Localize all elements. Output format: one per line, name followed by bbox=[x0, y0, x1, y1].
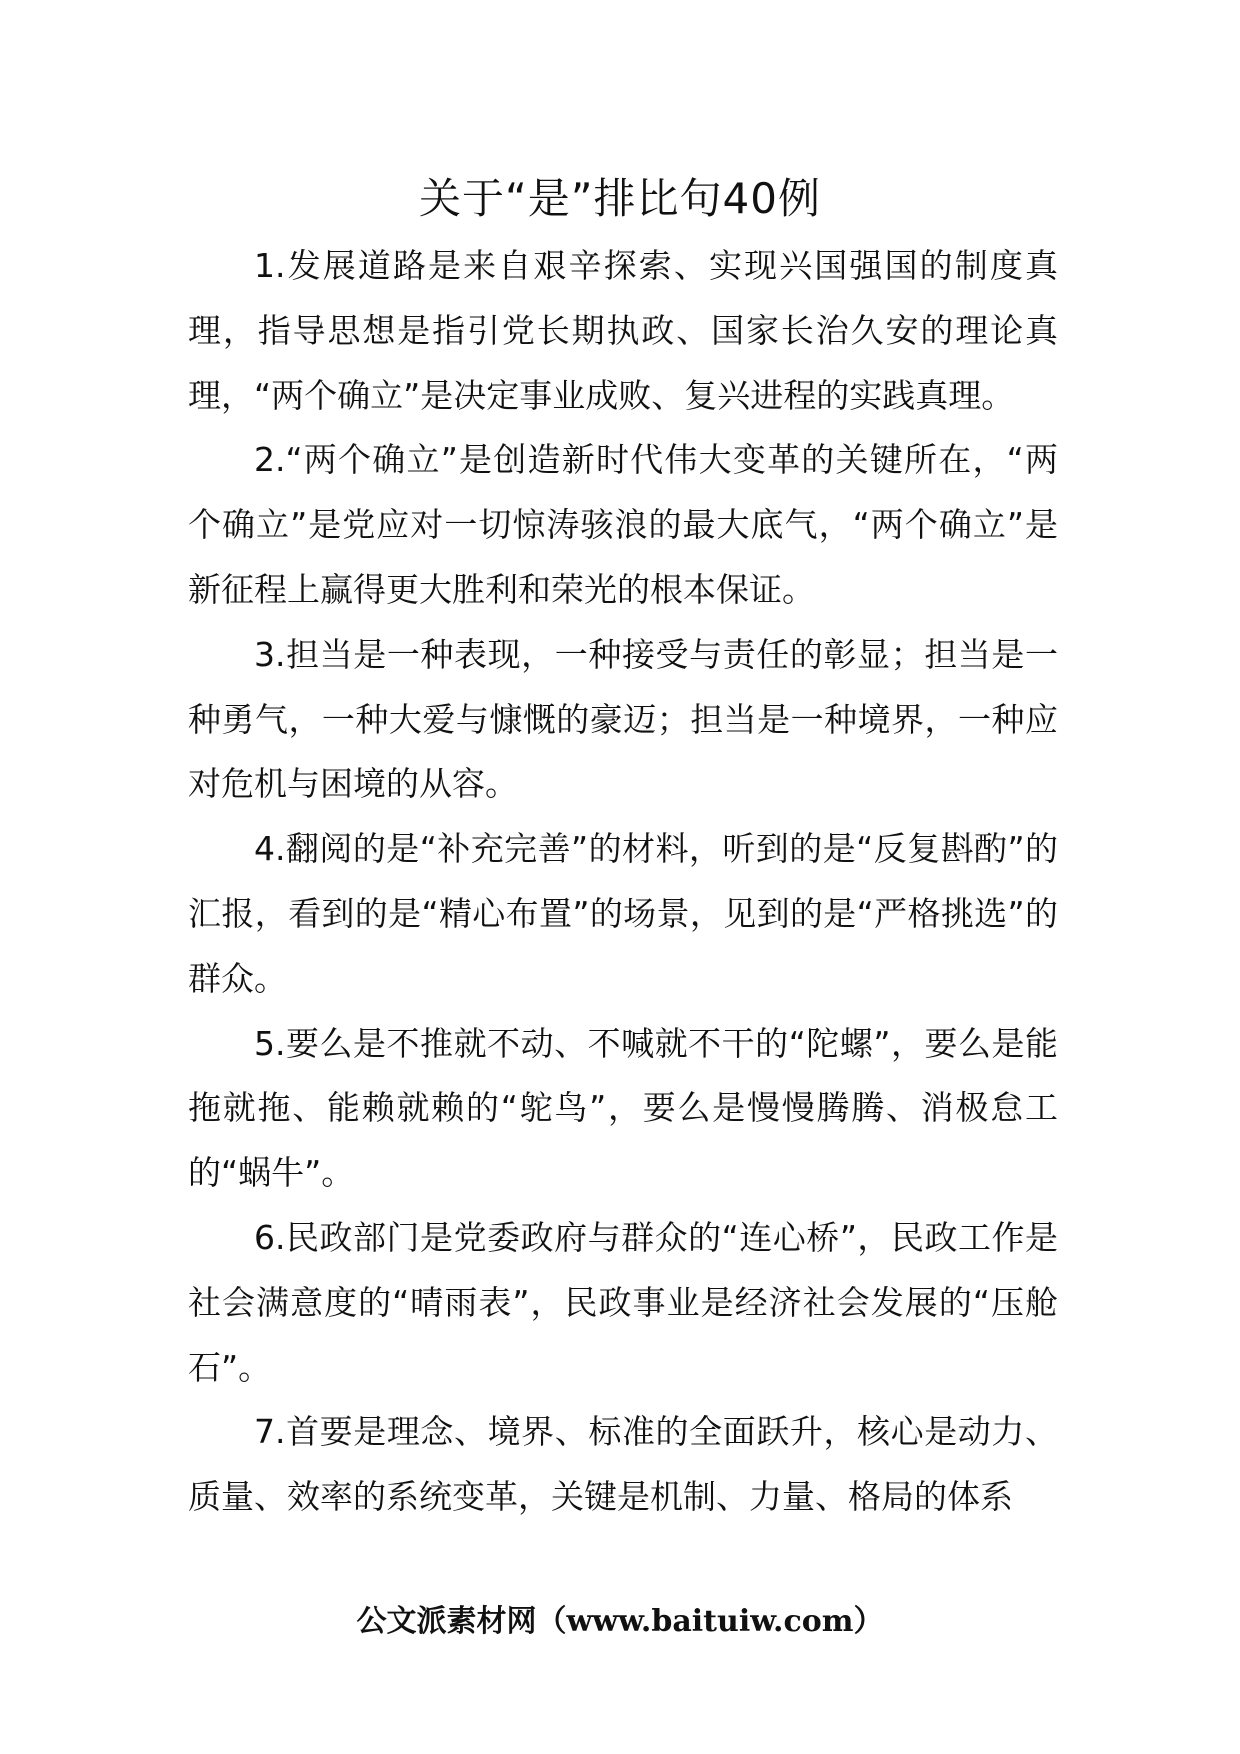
paragraph-1: 1.发展道路是来自艰辛探索、实现兴国强国的制度真理，指导思想是指引党长期执政、国家长治久安的理论真理，“两个确立”是决定事业成败、复兴进程的实践真理。 bbox=[188, 246, 1058, 415]
document-body bbox=[188, 234, 1058, 1530]
footer-source: 公文派素材网（www.baituiw.com） bbox=[356, 1604, 884, 1639]
document-title: 关于“是”排比句40例 bbox=[419, 174, 821, 223]
paragraph-4: 4.翻阅的是“补充完善”的材料，听到的是“反复斟酌”的汇报，看到的是“精心布置”的场景，见到的是“严格挑选”的群众。 bbox=[188, 829, 1058, 998]
paragraph-7: 7.首要是理念、境界、标准的全面跃升，核心是动力、质量、效率的系统变革，关键是机制、力量、格局的体系 bbox=[188, 1412, 1058, 1517]
paragraph-2: 2.“两个确立”是创造新时代伟大变革的关键所在，“两个确立”是党应对一切惊涛骇浪的最大底气，“两个确立”是新征程上赢得更大胜利和荣光的根本保证。 bbox=[188, 440, 1058, 609]
paragraph-5: 5.要么是不推就不动、不喊就不干的“陀螺”，要么是能拖就拖、能赖就赖的“鸵鸟”，要么是慢慢腾腾、消极怠工的“蜗牛”。 bbox=[188, 1023, 1058, 1193]
paragraph-3: 3.担当是一种表现，一种接受与责任的彰显；担当是一种勇气，一种大爱与慷慨的豪迈；担当是一种境界，一种应对危机与困境的从容。 bbox=[188, 634, 1058, 804]
paragraph-6: 6.民政部门是党委政府与群众的“连心桥”，民政工作是社会满意度的“晴雨表”，民政事业是经济社会发展的“压舱石”。 bbox=[188, 1217, 1058, 1387]
